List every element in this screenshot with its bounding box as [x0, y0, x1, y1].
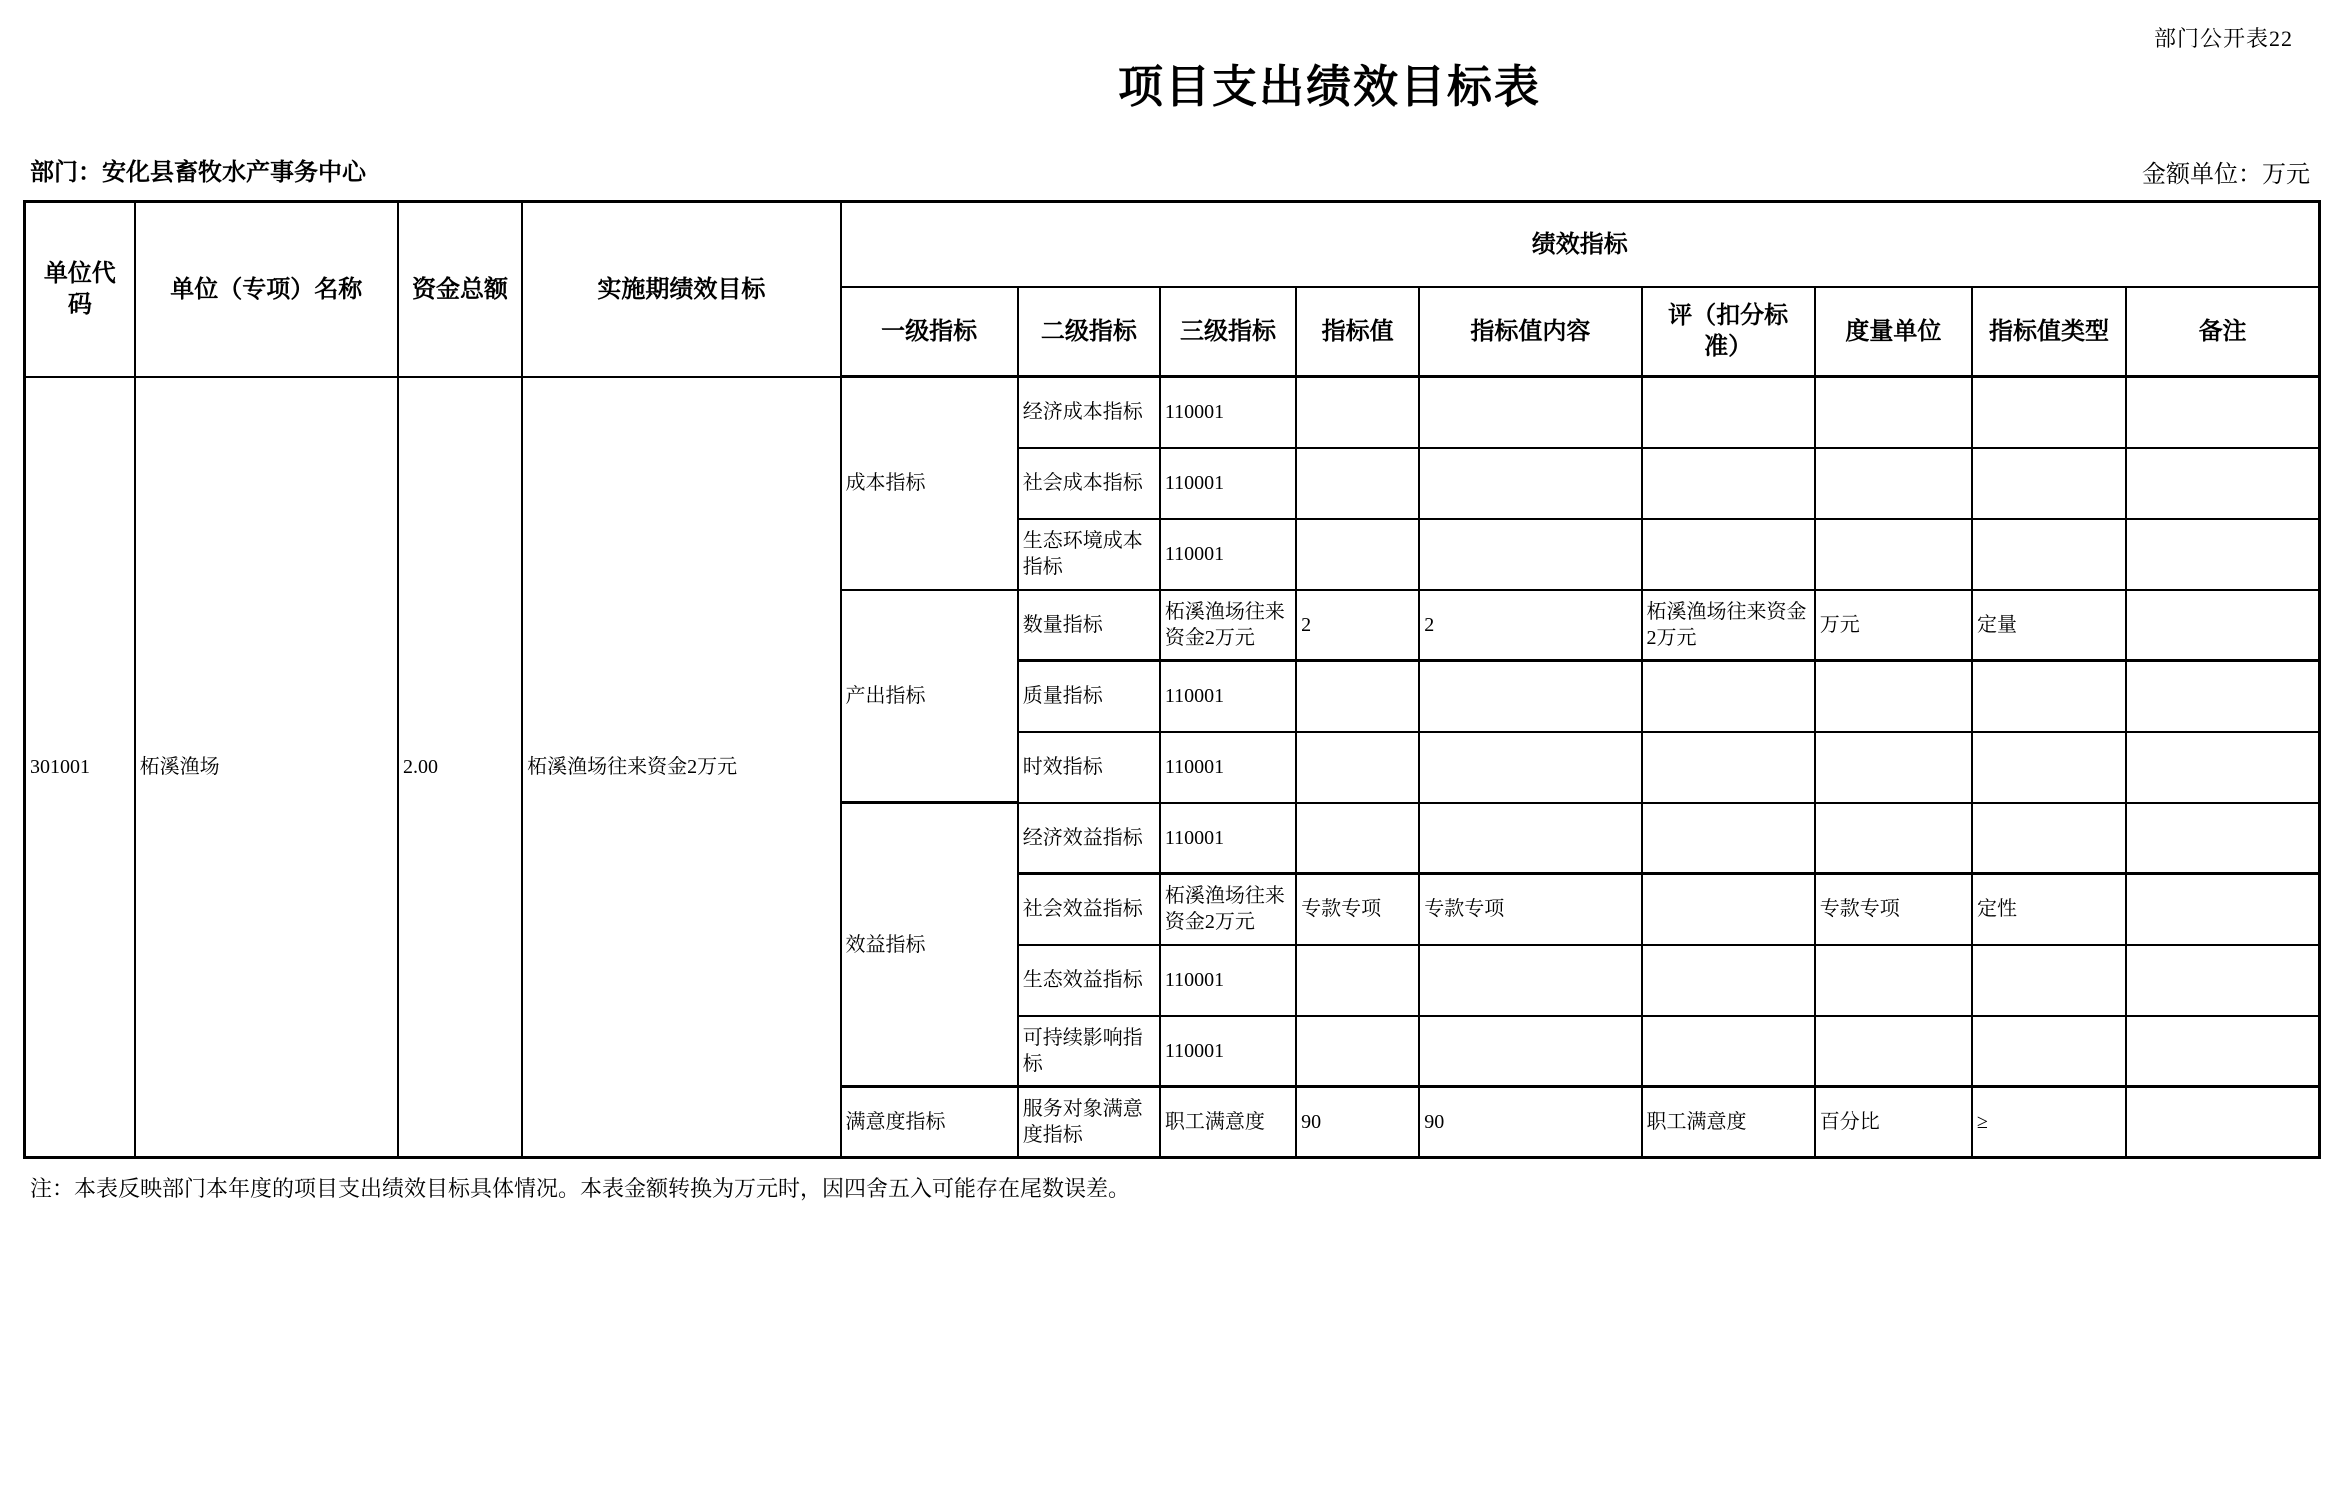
- cell-type: 定量: [1972, 590, 2126, 661]
- cell-level3: 职工满意度: [1160, 1087, 1296, 1158]
- cell-value: [1296, 448, 1419, 519]
- col-header-performance-group: 绩效指标: [841, 202, 2320, 287]
- cell-level2: 生态效益指标: [1018, 945, 1160, 1016]
- cell-level3: 110001: [1160, 661, 1296, 732]
- amount-unit-label: 金额单位：万元: [2142, 162, 2310, 188]
- cell-level3: 110001: [1160, 448, 1296, 519]
- cell-note: [2126, 661, 2319, 732]
- record-unit-code: 301001: [25, 377, 135, 1158]
- cell-unit: [1815, 803, 1972, 874]
- cell-level2: 时效指标: [1018, 732, 1160, 803]
- cell-level2: 数量指标: [1018, 590, 1160, 661]
- cell-level2: 社会效益指标: [1018, 874, 1160, 945]
- cell-level3: 110001: [1160, 1016, 1296, 1087]
- cell-level3: 110001: [1160, 519, 1296, 590]
- cell-standard: [1642, 448, 1815, 519]
- cell-content: [1419, 519, 1641, 590]
- cell-level2: 可持续影响指标: [1018, 1016, 1160, 1087]
- cell-content: [1419, 448, 1641, 519]
- col-header-total-funds: 资金总额: [398, 202, 522, 377]
- cell-unit: [1815, 945, 1972, 1016]
- cell-content: [1419, 1016, 1641, 1087]
- col-header-period-goal: 实施期绩效目标: [522, 202, 840, 377]
- subheader-value-content: 指标值内容: [1419, 287, 1641, 377]
- cell-type: [1972, 732, 2126, 803]
- cell-note: [2126, 1016, 2319, 1087]
- cell-level2: 经济效益指标: [1018, 803, 1160, 874]
- subheader-level2: 二级指标: [1018, 287, 1160, 377]
- cell-level2: 服务对象满意度指标: [1018, 1087, 1160, 1158]
- cell-value: [1296, 519, 1419, 590]
- subheader-remark: 备注: [2126, 287, 2319, 377]
- cell-standard: 柘溪渔场往来资金2万元: [1642, 590, 1815, 661]
- subheader-measure-unit: 度量单位: [1815, 287, 1972, 377]
- cell-note: [2126, 874, 2319, 945]
- cell-level3: 110001: [1160, 803, 1296, 874]
- cell-value: [1296, 732, 1419, 803]
- cell-value: [1296, 661, 1419, 732]
- cell-level3: 110001: [1160, 377, 1296, 448]
- cell-level3: 110001: [1160, 732, 1296, 803]
- cell-type: ≥: [1972, 1087, 2126, 1158]
- cell-note: [2126, 377, 2319, 448]
- cell-standard: 职工满意度: [1642, 1087, 1815, 1158]
- cell-type: [1972, 377, 2126, 448]
- cell-standard: [1642, 732, 1815, 803]
- col-header-unit-name: 单位（专项）名称: [135, 202, 398, 377]
- cell-note: [2126, 590, 2319, 661]
- cell-value: 专款专项: [1296, 874, 1419, 945]
- subheader-value-type: 指标值类型: [1972, 287, 2126, 377]
- cell-level2: 生态环境成本指标: [1018, 519, 1160, 590]
- cell-level1: 满意度指标: [841, 1087, 1018, 1158]
- cell-value: [1296, 377, 1419, 448]
- cell-type: [1972, 803, 2126, 874]
- cell-unit: [1815, 519, 1972, 590]
- cell-content: [1419, 732, 1641, 803]
- page-title: 项目支出绩效目标表: [1118, 62, 1542, 112]
- cell-content: [1419, 803, 1641, 874]
- footnote: 注：本表反映部门本年度的项目支出绩效目标具体情况。本表金额转换为万元时，因四舍五入可能存在尾数误差。: [30, 1176, 1131, 1201]
- cell-level3: 柘溪渔场往来资金2万元: [1160, 874, 1296, 945]
- cell-unit: [1815, 661, 1972, 732]
- cell-level3: 110001: [1160, 945, 1296, 1016]
- cell-content: [1419, 945, 1641, 1016]
- cell-standard: [1642, 803, 1815, 874]
- subheader-level1: 一级指标: [841, 287, 1018, 377]
- cell-level1: 成本指标: [841, 377, 1018, 590]
- cell-unit: 百分比: [1815, 1087, 1972, 1158]
- table-row: [25, 377, 2320, 448]
- cell-standard: [1642, 377, 1815, 448]
- department-label: 部门：安化县畜牧水产事务中心: [30, 159, 366, 186]
- cell-note: [2126, 519, 2319, 590]
- cell-content: [1419, 661, 1641, 732]
- cell-level1: 效益指标: [841, 803, 1018, 1087]
- cell-value: [1296, 803, 1419, 874]
- cell-content: 90: [1419, 1087, 1641, 1158]
- cell-level2: 质量指标: [1018, 661, 1160, 732]
- cell-note: [2126, 945, 2319, 1016]
- cell-type: [1972, 1016, 2126, 1087]
- cell-value: 90: [1296, 1087, 1419, 1158]
- cell-level1: 产出指标: [841, 590, 1018, 803]
- cell-note: [2126, 732, 2319, 803]
- subheader-standard: 评（扣分标准）: [1642, 287, 1815, 377]
- cell-note: [2126, 448, 2319, 519]
- sheet-label: 部门公开表22: [2153, 26, 2293, 51]
- cell-value: [1296, 1016, 1419, 1087]
- cell-unit: [1815, 377, 1972, 448]
- cell-unit: [1815, 732, 1972, 803]
- cell-content: 专款专项: [1419, 874, 1641, 945]
- cell-note: [2126, 1087, 2319, 1158]
- cell-content: 2: [1419, 590, 1641, 661]
- cell-standard: [1642, 519, 1815, 590]
- cell-value: 2: [1296, 590, 1419, 661]
- cell-level2: 社会成本指标: [1018, 448, 1160, 519]
- cell-standard: [1642, 874, 1815, 945]
- cell-standard: [1642, 1016, 1815, 1087]
- cell-level2: 经济成本指标: [1018, 377, 1160, 448]
- cell-unit: [1815, 1016, 1972, 1087]
- cell-standard: [1642, 945, 1815, 1016]
- performance-target-table: [23, 200, 2321, 1159]
- cell-type: [1972, 448, 2126, 519]
- record-total-funds: 2.00: [398, 377, 522, 1158]
- record-unit-name: 柘溪渔场: [135, 377, 398, 1158]
- cell-type: [1972, 519, 2126, 590]
- subheader-level3: 三级指标: [1160, 287, 1296, 377]
- cell-unit: 万元: [1815, 590, 1972, 661]
- cell-type: [1972, 661, 2126, 732]
- cell-standard: [1642, 661, 1815, 732]
- col-header-unit-code: 单位代码: [25, 202, 135, 377]
- cell-note: [2126, 803, 2319, 874]
- cell-value: [1296, 945, 1419, 1016]
- subheader-value: 指标值: [1296, 287, 1419, 377]
- cell-type: [1972, 945, 2126, 1016]
- cell-unit: [1815, 448, 1972, 519]
- cell-type: 定性: [1972, 874, 2126, 945]
- cell-level3: 柘溪渔场往来资金2万元: [1160, 590, 1296, 661]
- cell-content: [1419, 377, 1641, 448]
- record-period-goal: 柘溪渔场往来资金2万元: [522, 377, 840, 1158]
- cell-unit: 专款专项: [1815, 874, 1972, 945]
